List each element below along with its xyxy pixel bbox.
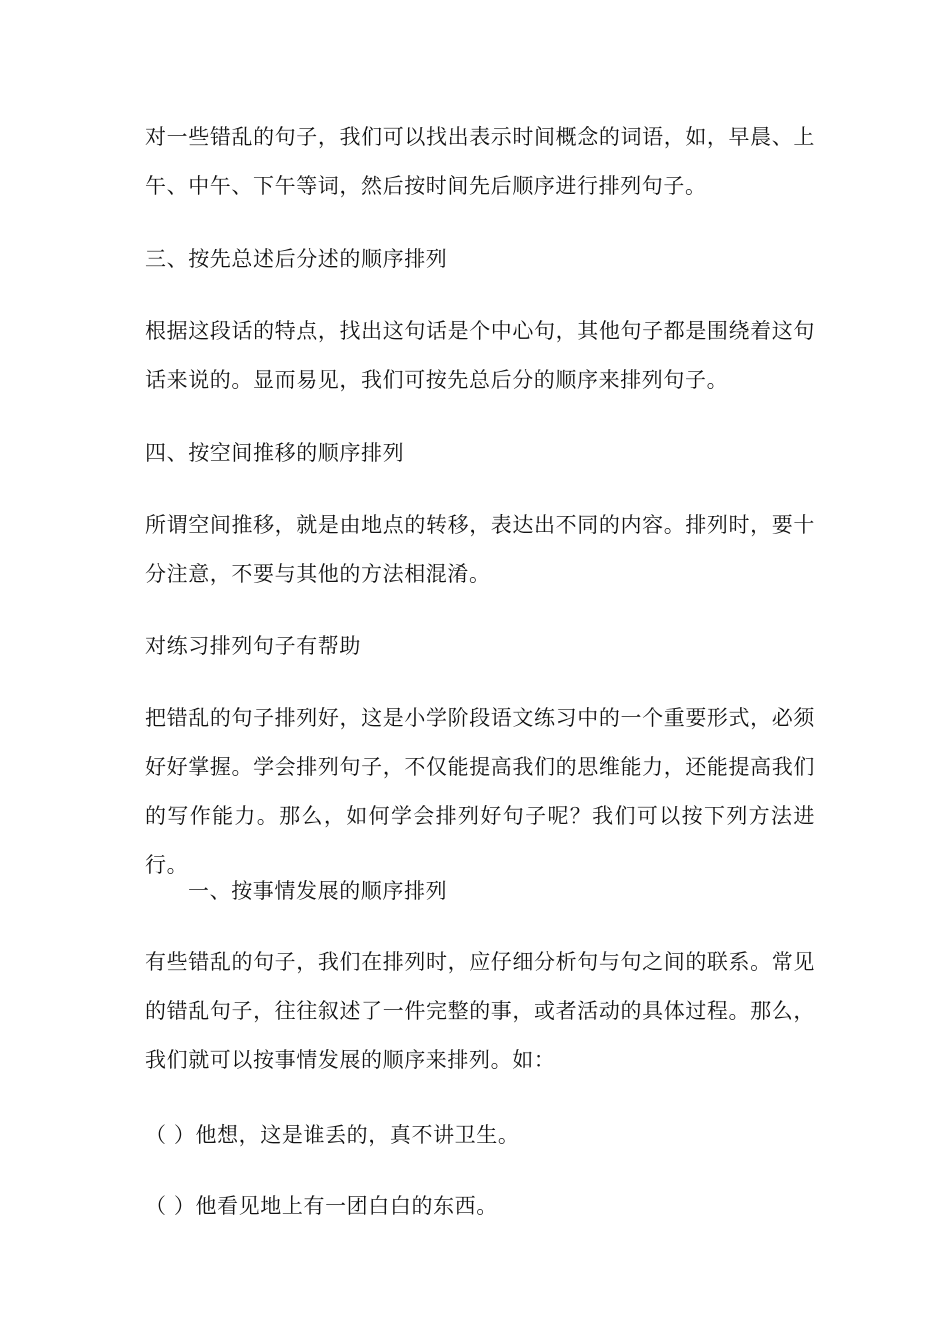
paragraph-event-development: 有些错乱的句子，我们在排列时，应仔细分析句与句之间的联系。常见的错乱句子，往往叙述了一件完整的事，或者活动的具体过程。那么，我们就可以按事情发展的顺序来排列。如：: [145, 950, 815, 1072]
paragraph-time-order: 对一些错乱的句子，我们可以找出表示时间概念的词语，如，早晨、上午、中午、下午等词，然后按时间先后顺序进行排列句子。: [145, 125, 815, 198]
paragraph-central-sentence: 根据这段话的特点，找出这句话是个中心句，其他句子都是围绕着这句话来说的。显而易见，我们可按先总后分的顺序来排列句子。: [145, 319, 815, 392]
heading-event-order: 一、按事情发展的顺序排列: [188, 879, 448, 903]
exercise-item-1: （ ）他想，这是谁丢的，真不讲卫生。: [145, 1123, 520, 1147]
heading-general-to-specific: 三、按先总述后分述的顺序排列: [145, 247, 448, 271]
exercise-item-2: （ ）他看见地上有一团白白的东西。: [145, 1194, 498, 1218]
heading-helpful-practice: 对练习排列句子有帮助: [145, 634, 361, 658]
paragraph-sentence-arrangement: 把错乱的句子排列好，这是小学阶段语文练习中的一个重要形式，必须好好掌握。学会排列句子，不仅能提高我们的思维能力，还能提高我们的写作能力。那么，如何学会排列好句子呢？我们可以按下列方法进行。: [145, 706, 815, 877]
paragraph-spatial-shift: 所谓空间推移，就是由地点的转移，表达出不同的内容。排列时，要十分注意，不要与其他的方法相混淆。: [145, 513, 815, 586]
heading-spatial-order: 四、按空间推移的顺序排列: [145, 441, 405, 465]
